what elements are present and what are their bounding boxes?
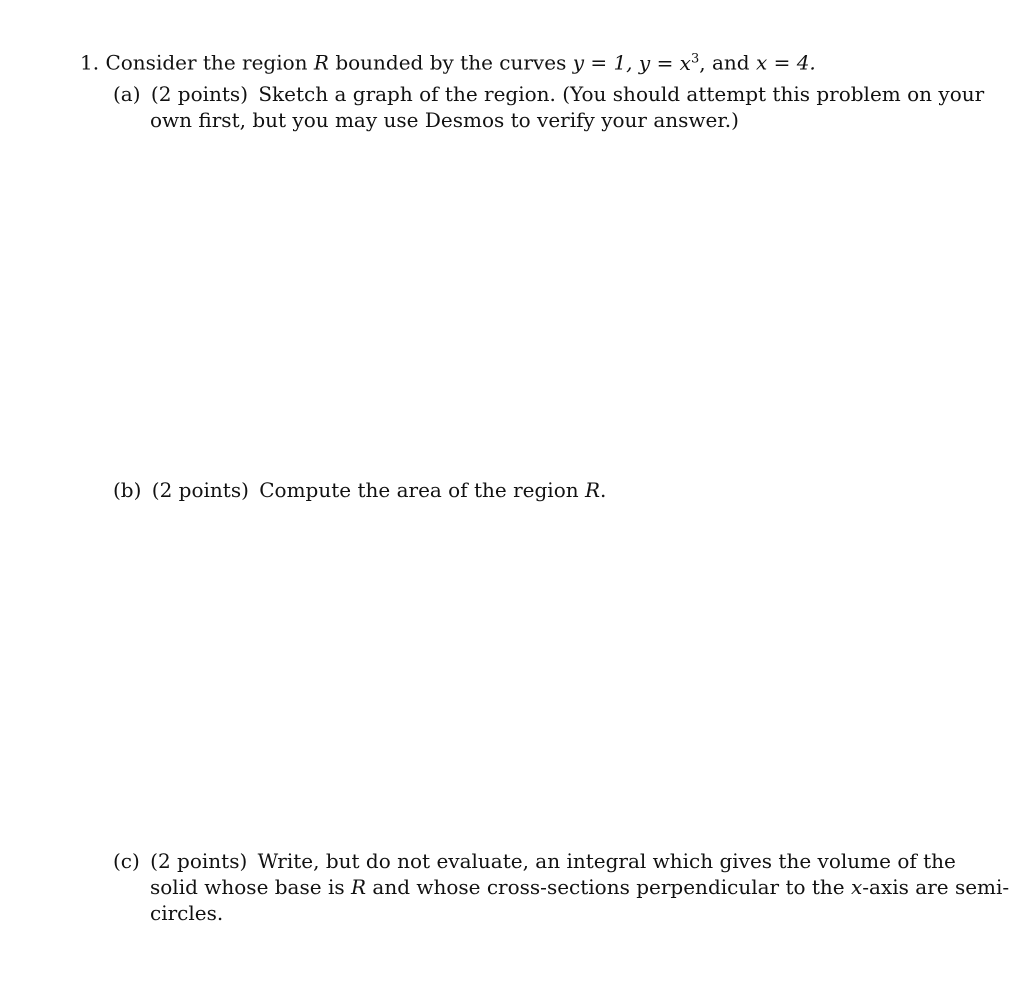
part-b-line [113,477,606,503]
part-c-text-2a: solid whose base is [150,875,345,899]
equation-y-equals-1: y = 1, [572,50,633,75]
part-a-label: (a) [113,82,141,106]
part-a-points: (2 points) [150,82,248,106]
part-b-label: (b) [113,478,142,502]
x-variable: x [851,875,863,899]
part-c-line-3 [150,900,223,926]
part-b-period: . [600,478,607,502]
problem-header [80,46,816,76]
part-b-points: (2 points) [151,478,249,502]
part-a-line-1 [113,81,984,107]
part-c-label: (c) [113,849,140,873]
equation-x-equals-4: x = 4. [755,50,816,75]
region-variable: R [313,50,329,75]
part-c-text-2b: and whose cross-sections perpendicular to the [372,875,845,899]
problem-number: 1. [80,50,100,75]
part-b-text: Compute the area of the region [259,478,579,502]
equation-y-equals-x-cubed [639,51,706,75]
part-c-text-1: Write, but do not evaluate, an integral which gives the volume of the [257,849,956,873]
part-a-line-2 [150,107,739,133]
problem-intro-prefix: Consider the region [105,50,308,75]
part-c-text-3: circles. [150,901,224,925]
part-c-line-2 [150,874,1009,900]
and-word: and [711,50,750,75]
part-a-text-1: Sketch a graph of the region. (You should attempt this problem on your [258,82,985,106]
region-variable: R [350,875,367,899]
part-c-text-2c: -axis are semi- [862,875,1009,899]
problem-intro-mid: bounded by the curves [335,50,567,75]
part-c-points: (2 points) [150,849,248,873]
equation-comma: , [699,50,706,75]
part-a-text-2: own first, but you may use Desmos to verify your answer.) [150,108,739,132]
region-variable: R [584,478,601,502]
part-c-line-1 [113,848,956,874]
exponent: 3 [690,51,700,66]
equation-y-equals-x-cubed-base: y = x [638,50,691,75]
